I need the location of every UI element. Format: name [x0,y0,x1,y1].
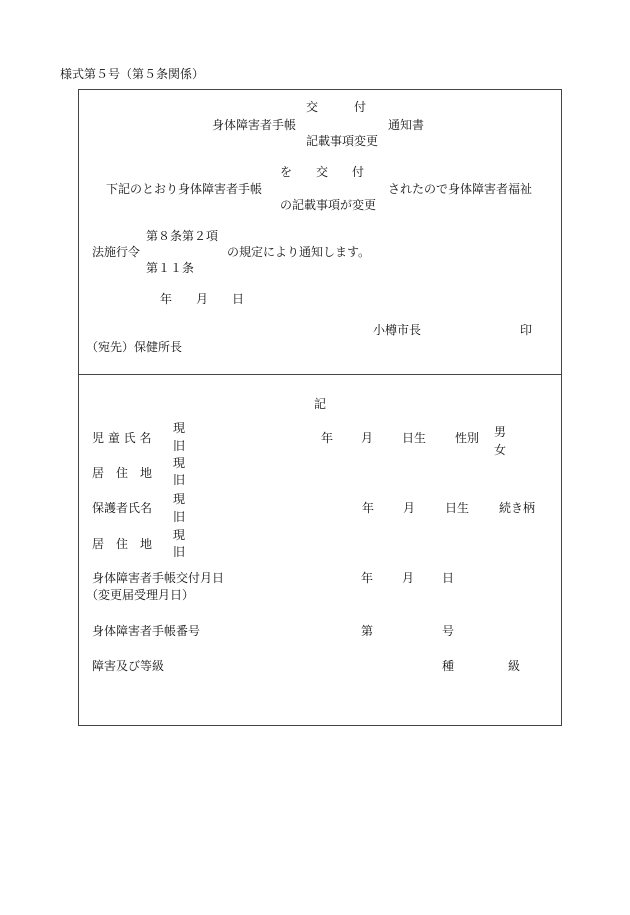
guardian-address-old: 旧 [173,545,186,559]
body-line1-right: されたので身体障害者福祉 [388,182,533,196]
form-number-label: 様式第５号（第５条関係） [60,67,205,81]
seal-mark: 印 [520,323,533,337]
record-heading: 記 [314,397,327,411]
child-birth-year: 年 [321,431,334,445]
child-birth-month: 月 [361,431,374,445]
child-address-label: 居 住 地 [92,466,153,480]
body-change-word: の記載事項が変更 [280,198,377,212]
handbook-number-label: 身体障害者手帳番号 [92,624,201,638]
issue-day: 日 [442,571,455,585]
guardian-address-label: 居 住 地 [92,537,153,551]
law-notice-text: の規定により通知します。 [227,245,371,259]
guardian-name-label: 保護者氏名 [92,501,153,515]
guardian-name-current: 現 [173,492,186,506]
issue-month: 月 [402,571,415,585]
child-address-current: 現 [173,456,186,470]
notice-date: 年 月 日 [160,292,245,306]
section-divider [78,374,562,375]
disability-type-unit: 種 [442,659,455,673]
addressee-label: （宛先）保健所長 [86,340,183,354]
child-name-current: 現 [173,421,186,435]
issue-date-label: 身体障害者手帳交付月日 [92,571,225,585]
title-notice: 通知書 [388,118,425,132]
guardian-name-old: 旧 [173,510,186,524]
title-handbook: 身体障害者手帳 [212,118,297,132]
sex-female: 女 [494,443,507,457]
issuer-label: 小樽市長 [373,323,422,337]
title-change-word: 記載事項変更 [306,134,379,148]
handbook-number-suffix: 号 [442,624,455,638]
law-article-8: 第８条第２項 [146,229,219,243]
law-enforcement-order: 法施行令 [92,245,141,259]
body-line1-left: 下記のとおり身体障害者手帳 [106,182,263,196]
issue-year: 年 [361,571,374,585]
child-birth-day: 日生 [402,431,427,445]
disability-grade-label: 障害及び等級 [92,659,165,673]
disability-grade-unit: 級 [508,659,521,673]
change-date-label: （変更届受理月日） [86,588,195,602]
child-name-label: 児 童 氏 名 [92,431,152,445]
guardian-birth-month: 月 [403,501,416,515]
body-issue-word: を 交 付 [280,165,365,179]
child-address-old: 旧 [173,473,186,487]
title-issue-word: 交 付 [306,100,367,114]
relation-label: 続き柄 [499,501,536,515]
sex-male: 男 [494,425,507,439]
sex-label: 性別 [455,431,480,445]
guardian-birth-day: 日生 [445,501,470,515]
law-article-11: 第１１条 [146,261,195,275]
guardian-birth-year: 年 [362,501,375,515]
child-name-old: 旧 [173,439,186,453]
guardian-address-current: 現 [173,528,186,542]
handbook-number-prefix: 第 [361,624,374,638]
